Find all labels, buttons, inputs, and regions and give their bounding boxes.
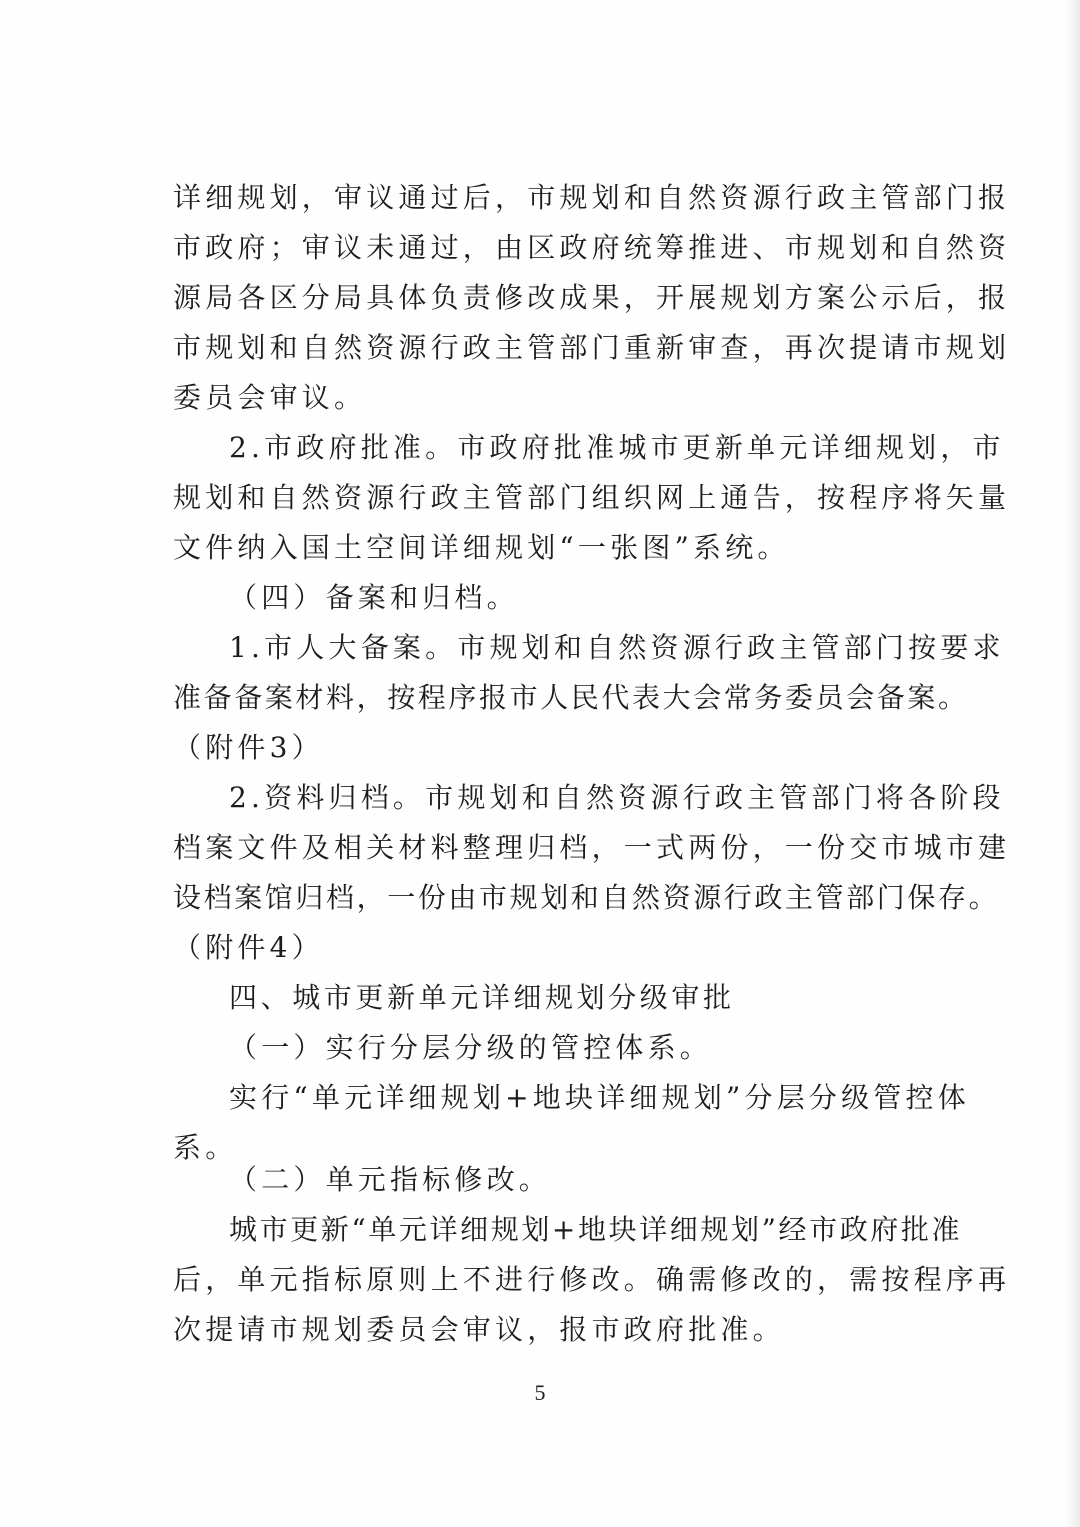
- text-line: 设档案馆归档，一份由市规划和自然资源行政主管部门保存。: [173, 881, 1000, 914]
- text-line: 文件纳入国土空间详细规划“一张图”系统。: [173, 531, 790, 564]
- section-heading: （一）实行分层分级的管控体系。: [229, 1031, 713, 1064]
- text-line: （附件4）: [173, 931, 324, 964]
- text-line: 详细规划，审议通过后，市规划和自然资源行政主管部门报: [173, 181, 1011, 214]
- text-line: 源局各区分局具体负责修改成果，开展规划方案公示后，报: [173, 281, 1011, 314]
- text-line: 次提请市规划委员会审议，报市政府批准。: [173, 1313, 785, 1346]
- text-line: 1.市人大备案。市规划和自然资源行政主管部门按要求: [229, 631, 1005, 664]
- chapter-heading: 四、城市更新单元详细规划分级审批: [229, 981, 735, 1014]
- text-line: 后，单元指标原则上不进行修改。确需修改的，需按程序再: [173, 1263, 1011, 1296]
- text-line: 系。: [173, 1131, 238, 1164]
- text-line: 规划和自然资源行政主管部门组织网上通告，按程序将矢量: [173, 481, 1011, 514]
- text-line: 市政府；审议未通过，由区政府统筹推进、市规划和自然资: [173, 231, 1011, 264]
- text-line: 2.资料归档。市规划和自然资源行政主管部门将各阶段: [229, 781, 1005, 814]
- text-line: 委员会审议。: [173, 381, 367, 414]
- text-line: 实行“单元详细规划+地块详细规划”分层分级管控体: [229, 1081, 970, 1114]
- scan-edge-shadow: [1066, 0, 1080, 1527]
- text-line: 2.市政府批准。市政府批准城市更新单元详细规划，市: [229, 431, 1005, 464]
- section-heading: （四）备案和归档。: [229, 581, 519, 614]
- text-line: 城市更新“单元详细规划+地块详细规划”经市政府批准: [229, 1213, 963, 1246]
- text-line: 市规划和自然资源行政主管部门重新审查，再次提请市规划: [173, 331, 1011, 364]
- section-heading: （二）单元指标修改。: [229, 1163, 552, 1196]
- text-line: （附件3）: [173, 731, 324, 764]
- page-number: 5: [534, 1380, 546, 1405]
- text-line: 准备备案材料，按程序报市人民代表大会常务委员会备案。: [173, 681, 969, 714]
- text-line: 档案文件及相关材料整理归档，一式两份，一份交市城市建: [173, 831, 1011, 864]
